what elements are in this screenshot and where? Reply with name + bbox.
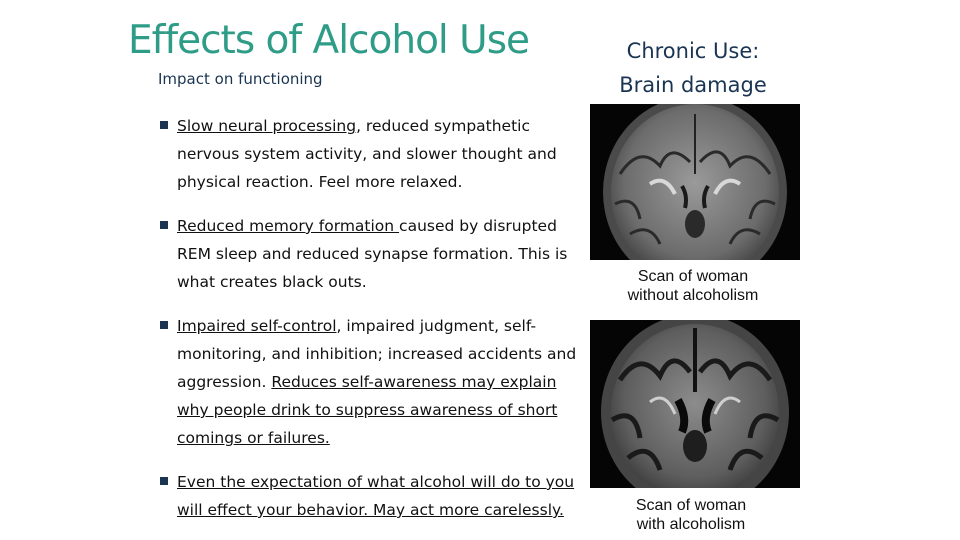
slide-title: Effects of Alcohol Use xyxy=(128,18,530,63)
square-bullet-icon xyxy=(160,121,168,129)
brain-scan-image xyxy=(590,104,800,260)
brain-scan-without-alcoholism xyxy=(590,104,800,260)
bullet-text: , impaired judgment, self-monitoring, and inhibition; increased accidents and aggression. xyxy=(177,317,577,391)
bullet-item xyxy=(160,112,580,196)
caption-line: Scan of woman xyxy=(635,497,747,514)
square-bullet-icon xyxy=(160,477,168,485)
right-heading-line1: Chronic Use: xyxy=(626,39,760,63)
square-bullet-icon xyxy=(160,321,168,329)
bullet-item xyxy=(160,212,580,296)
bullet-underlined-text: Slow neural processing xyxy=(177,117,357,135)
bullet-underlined-text: Impaired self-control xyxy=(177,317,337,335)
right-heading xyxy=(608,34,778,102)
bullet-underlined-text: Reduced memory formation xyxy=(177,217,400,235)
brain-scan-with-alcoholism xyxy=(590,320,800,488)
brain-scan-image xyxy=(590,320,800,488)
square-bullet-icon xyxy=(160,221,168,229)
caption-line: Scan of woman xyxy=(637,268,749,285)
bullet-underlined-text: Even the expectation of what alcohol will do to you will effect your behavior. May act more carelessly. xyxy=(177,473,575,519)
scan-caption-without-alcoholism xyxy=(588,267,798,305)
bullet-list xyxy=(160,112,580,540)
caption-line: without alcoholism xyxy=(627,287,759,304)
bullet-text: caused by disrupted REM sleep and reduced synapse formation. This is what creates black outs. xyxy=(177,217,568,291)
bullet-text: , reduced sympathetic nervous system activity, and slower thought and physical reaction. Feel more relaxed. xyxy=(177,117,557,191)
right-heading-line2: Brain damage xyxy=(619,73,767,97)
scan-caption-with-alcoholism xyxy=(586,496,796,534)
caption-line: with alcoholism xyxy=(636,516,746,533)
bullet-item xyxy=(160,312,580,452)
bullet-underlined-text: Reduces self-awareness may explain why people drink to suppress awareness of short comings or failures. xyxy=(177,373,558,447)
slide-subtitle: Impact on functioning xyxy=(158,70,323,88)
bullet-item xyxy=(160,468,580,524)
